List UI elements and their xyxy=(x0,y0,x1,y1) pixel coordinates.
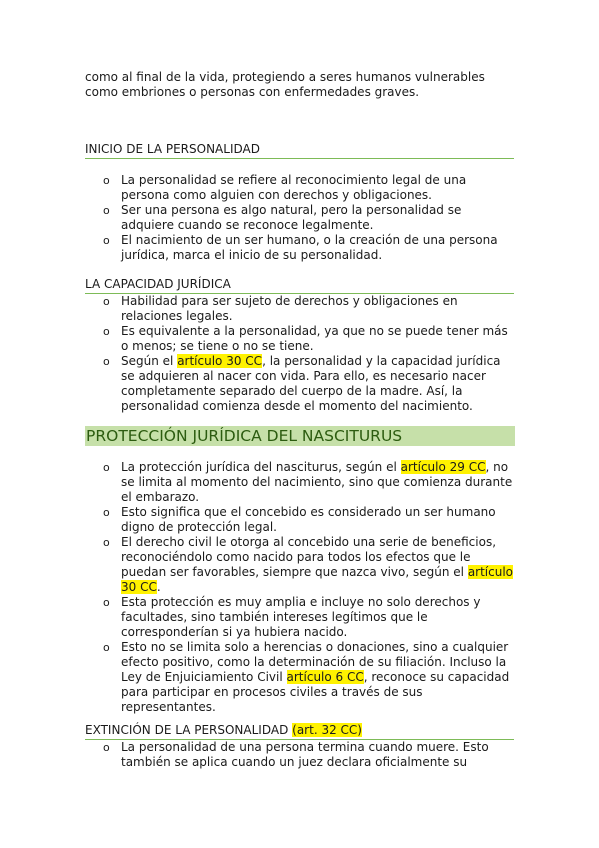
bullet-icon: o xyxy=(103,234,110,247)
list-item: o Esta protección es muy amplia e incluye no solo derechos y facultades, sino también intereses legítimos que le corresponderían si ya hubiera nacido. xyxy=(103,595,481,639)
list-item: o Habilidad para ser sujeto de derechos y obligaciones en relaciones legales. xyxy=(103,294,458,323)
heading-extincion-personalidad: EXTINCIÓN DE LA PERSONALIDAD (art. 32 CC) xyxy=(85,723,514,740)
list-item: o La personalidad de una persona termina cuando muere. Esto también se aplica cuando un juez declara oficialmente su xyxy=(103,740,489,769)
list-item: o La protección jurídica del nasciturus, según el artículo 29 CC, no se limita al momento del nacimiento, sino que comienza durante el embarazo. xyxy=(103,460,513,504)
list-item: o Esto significa que el concebido es considerado un ser humano digno de protección legal. xyxy=(103,505,496,534)
list-proteccion xyxy=(85,460,515,715)
intro-paragraph: como al final de la vida, protegiendo a seres humanos vulnerables como embriones o personas con enfermedades graves. xyxy=(85,70,485,99)
article-reference-highlight: artículo 29 CC xyxy=(400,460,486,474)
bullet-icon: o xyxy=(103,641,110,654)
bullet-icon: o xyxy=(103,295,110,308)
list-item: o Esto no se limita solo a herencias o donaciones, sino a cualquier efecto positivo, como la determinación de su filiación. Incluso la Ley de Enjuiciamiento Civil artículo 6 CC, reconoce su capacidad para participar en procesos civiles a través de sus representantes. xyxy=(103,640,510,714)
bullet-icon: o xyxy=(103,355,110,368)
heading-inicio-personalidad: INICIO DE LA PERSONALIDAD xyxy=(85,142,514,159)
list-item: o Ser una persona es algo natural, pero la personalidad se adquiere cuando se reconoce legalmente. xyxy=(103,203,462,232)
list-item: o El nacimiento de un ser humano, o la creación de una persona jurídica, marca el inicio de su personalidad. xyxy=(103,233,498,262)
article-reference-highlight: artículo 6 CC xyxy=(286,670,364,684)
bullet-icon: o xyxy=(103,325,110,338)
bullet-icon: o xyxy=(103,506,110,519)
list-item: o La personalidad se refiere al reconocimiento legal de una persona como alguien con derechos y obligaciones. xyxy=(103,173,467,202)
bullet-icon: o xyxy=(103,741,110,754)
list-capacidad xyxy=(85,294,515,414)
article-reference-highlight: artículo 30 CC xyxy=(177,354,263,368)
heading-proteccion-nasciturus: PROTECCIÓN JURÍDICA DEL NASCITURUS xyxy=(85,426,515,446)
article-reference-highlight: artículo 30 CC xyxy=(121,565,514,594)
article-reference-highlight: (art. 32 CC) xyxy=(292,723,362,737)
list-item: o El derecho civil le otorga al concebido una serie de beneficios, reconociéndolo como nacido para todos los efectos que le puedan ser favorables, siempre que nazca vivo, según el artículo 30 CC. xyxy=(103,535,514,594)
bullet-icon: o xyxy=(103,461,110,474)
list-inicio xyxy=(85,173,515,263)
bullet-icon: o xyxy=(103,596,110,609)
bullet-icon: o xyxy=(103,204,110,217)
list-item: o Es equivalente a la personalidad, ya que no se puede tener más o menos; se tiene o no se tiene. xyxy=(103,324,508,353)
bullet-icon: o xyxy=(103,174,110,187)
bullet-icon: o xyxy=(103,536,110,549)
heading-capacidad-juridica: LA CAPACIDAD JURÍDICA xyxy=(85,277,514,294)
list-item: o Según el artículo 30 CC, la personalidad y la capacidad jurídica se adquieren al nacer con vida. Para ello, es necesario nacer completamente separado del cuerpo de la madre. Así, la personalidad comienza desde el momento del nacimiento. xyxy=(103,354,501,413)
list-extincion xyxy=(85,740,515,770)
